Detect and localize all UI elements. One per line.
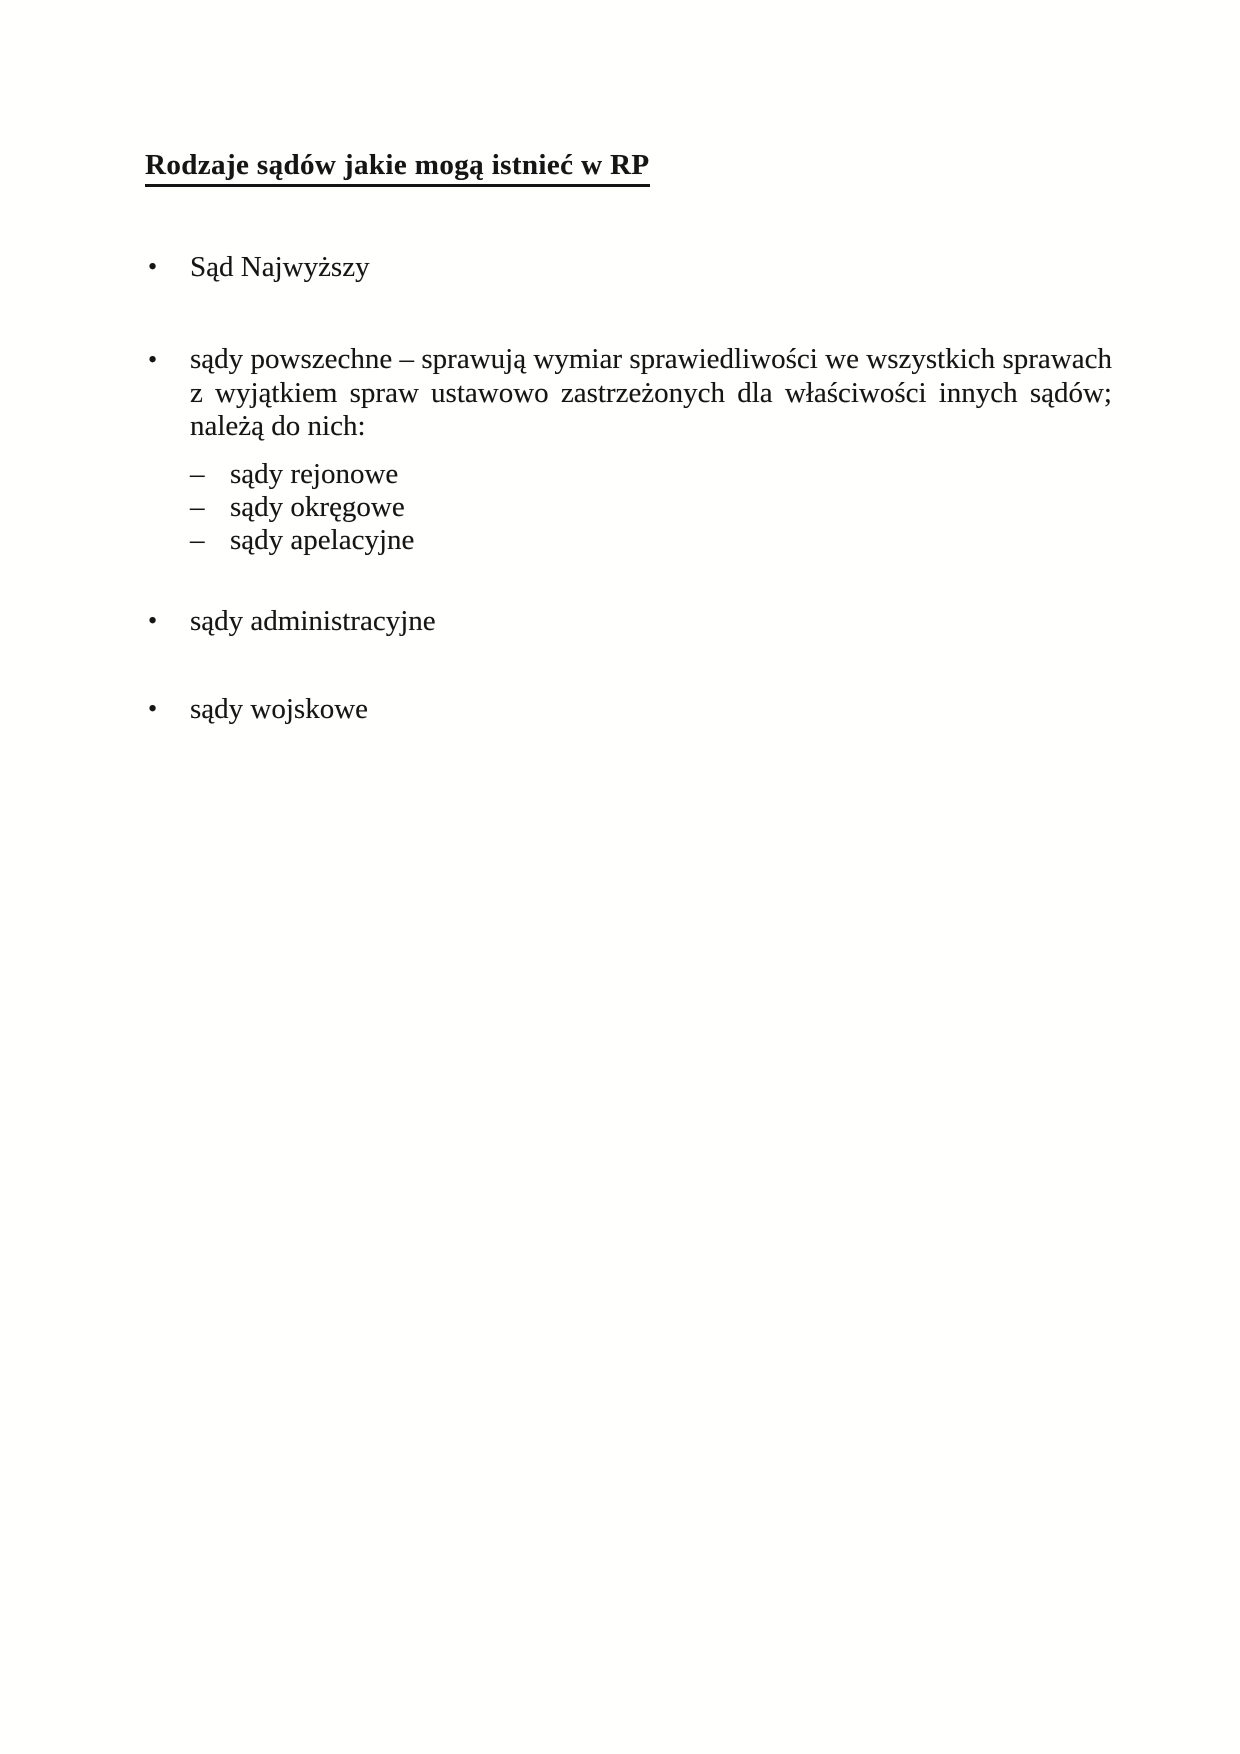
sub-list	[190, 458, 414, 557]
list-item	[148, 604, 436, 638]
dash-icon: –	[190, 491, 205, 523]
document-title: Rodzaje sądów jakie mogą istnieć w RP	[145, 147, 650, 187]
dash-icon: –	[190, 524, 205, 556]
sub-list-item	[190, 491, 414, 524]
list-item-text: sądy administracyjne	[190, 605, 436, 637]
bullet-icon: •	[148, 606, 158, 635]
sub-list-item	[190, 524, 414, 557]
sub-list-item-text: sądy rejonowe	[230, 458, 399, 490]
sub-list-item-text: sądy okręgowe	[230, 491, 405, 523]
list-item	[148, 250, 370, 284]
list-item	[148, 343, 1112, 444]
sub-list-item-text: sądy apelacyjne	[230, 524, 415, 556]
list-item-text: sądy wojskowe	[190, 693, 369, 725]
list-item	[148, 692, 368, 726]
bullet-icon: •	[148, 694, 158, 723]
list-item-text: sądy powszechne – sprawują wymiar sprawiedliwości we wszystkich sprawach z wyjątkiem spraw ustawowo zastrzeżonych dla właściwości innych sądów; należą do nich:	[190, 343, 1112, 442]
dash-icon: –	[190, 458, 205, 490]
sub-list-item	[190, 458, 414, 491]
bullet-icon: •	[148, 345, 158, 374]
list-item-text: Sąd Najwyższy	[190, 251, 370, 283]
bullet-icon: •	[148, 252, 158, 281]
